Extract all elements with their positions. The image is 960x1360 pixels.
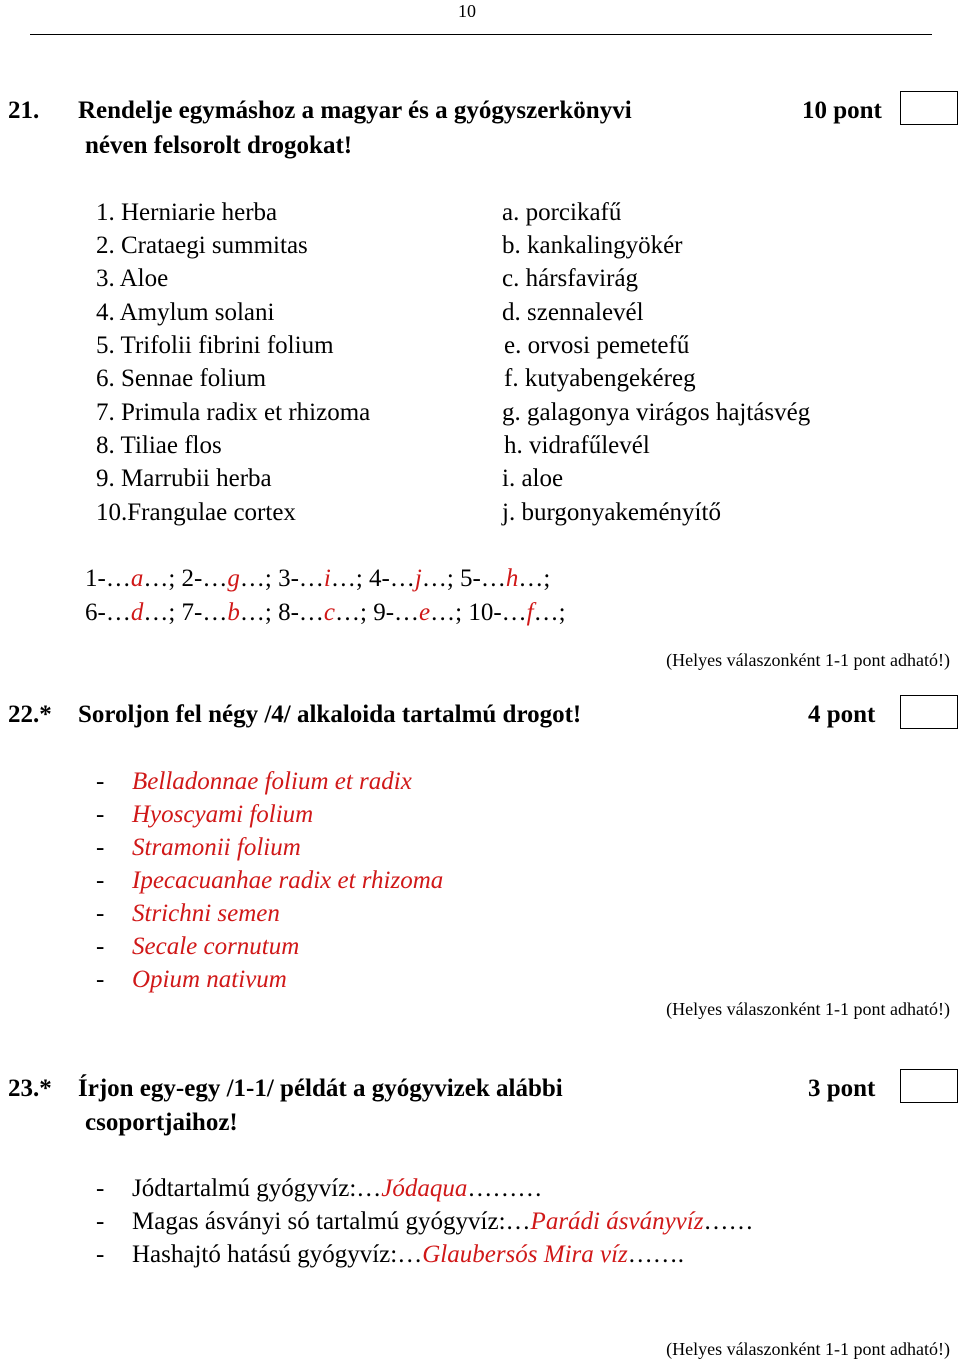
- item-label: Magas ásványi só tartalmú gyógyvíz:…: [132, 1208, 531, 1235]
- scoring-note: (Helyes válaszonként 1-1 pont adható!): [666, 650, 950, 670]
- right-item: f. kutyabengekéreg: [504, 365, 696, 392]
- answer-item: [96, 1176, 542, 1201]
- answer-prefix: 7-…: [181, 599, 228, 626]
- answer-value: Hyoscyami folium: [132, 801, 314, 828]
- answer-prefix: 5-…: [460, 565, 506, 592]
- answer-value: c: [323, 599, 335, 626]
- left-item: 1. Herniarie herba: [96, 199, 278, 226]
- answer-suffix: …;: [518, 565, 551, 592]
- answer-value: g: [227, 565, 240, 592]
- question-text-line1: Írjon egy-egy /1-1/ példát a gyógyvizek alábbi: [78, 1075, 563, 1102]
- answer-value: i: [323, 565, 331, 592]
- dash-bullet: -: [96, 966, 105, 993]
- answer-prefix: 2-…: [181, 565, 228, 592]
- answer-value: Opium nativum: [132, 966, 287, 993]
- score-box[interactable]: [900, 91, 958, 125]
- answer-value: Ipecacuanhae radix et rhizoma: [132, 867, 444, 894]
- answer-suffix: …;: [239, 565, 279, 592]
- answer-value: f: [526, 599, 534, 626]
- question-text-line2: csoportjaihoz!: [85, 1109, 238, 1136]
- points-label: 10 pont: [802, 97, 882, 124]
- right-item: e. orvosi pemetefű: [504, 332, 690, 359]
- answer-trail: ……: [703, 1208, 754, 1235]
- dash-bullet: -: [96, 900, 105, 927]
- question-number: 21.: [8, 97, 40, 124]
- answer-row-1: [85, 566, 550, 591]
- answer-suffix: …;: [421, 565, 461, 592]
- answer-item: [96, 934, 299, 959]
- points-label: 4 pont: [808, 701, 876, 728]
- score-box[interactable]: [900, 1069, 958, 1103]
- answer-item: [96, 967, 287, 992]
- scoring-note: (Helyes válaszonként 1-1 pont adható!): [666, 1339, 950, 1359]
- answer-item: [96, 1209, 753, 1234]
- left-item: 5. Trifolii fibrini folium: [96, 332, 334, 359]
- answer-value: b: [227, 599, 240, 626]
- answer-suffix: …;: [330, 565, 370, 592]
- answer-prefix: 8-…: [278, 599, 324, 626]
- left-item: 4. Amylum solani: [96, 299, 275, 326]
- answer-suffix: …;: [239, 599, 279, 626]
- answer-item: [96, 802, 313, 827]
- answer-item: [96, 1242, 684, 1267]
- answer-value: Parádi ásványvíz: [530, 1208, 704, 1235]
- answer-suffix: …;: [430, 599, 469, 626]
- answer-row-2: [85, 600, 566, 625]
- answer-item: [96, 901, 280, 926]
- answer-suffix: …;: [533, 599, 566, 626]
- right-item: j. burgonyakeményítő: [502, 499, 721, 526]
- answer-prefix: 6-…: [85, 599, 131, 626]
- answer-value: Stramonii folium: [132, 834, 301, 861]
- left-item: 3. Aloe: [96, 265, 169, 292]
- answer-value: d: [130, 599, 144, 626]
- points-label: 3 pont: [808, 1075, 876, 1102]
- answer-value: Jódaqua: [381, 1175, 468, 1202]
- answer-value: e: [419, 599, 431, 626]
- question-text-line1: Rendelje egymáshoz a magyar és a gyógyszerkönyvi: [78, 97, 632, 124]
- answer-value: Strichni semen: [132, 900, 280, 927]
- left-item: 8. Tiliae flos: [96, 432, 222, 459]
- answer-prefix: 3-…: [278, 565, 324, 592]
- answer-item: [96, 835, 301, 860]
- dash-bullet: -: [96, 1241, 105, 1268]
- answer-value: a: [130, 565, 144, 592]
- dash-bullet: -: [96, 867, 105, 894]
- answer-prefix: 1-…: [85, 565, 131, 592]
- answer-suffix: …;: [143, 565, 182, 592]
- answer-value: Secale cornutum: [132, 933, 300, 960]
- dash-bullet: -: [96, 1208, 105, 1235]
- question-number: 22.*: [8, 701, 52, 728]
- dash-bullet: -: [96, 933, 105, 960]
- scoring-note: (Helyes válaszonként 1-1 pont adható!): [666, 999, 950, 1019]
- left-item: 9. Marrubii herba: [96, 465, 272, 492]
- answer-value: Glaubersós Mira víz: [422, 1241, 628, 1268]
- right-item: g. galagonya virágos hajtásvég: [502, 399, 811, 426]
- left-item: 6. Sennae folium: [96, 365, 267, 392]
- right-item: d. szennalevél: [502, 299, 644, 326]
- answer-item: [96, 868, 443, 893]
- right-item: h. vidrafűlevél: [504, 432, 650, 459]
- answer-prefix: 10-…: [468, 599, 527, 626]
- question-text-line1: Soroljon fel négy /4/ alkaloida tartalmú drogot!: [78, 701, 582, 728]
- answer-trail: …….: [627, 1241, 685, 1268]
- right-item: i. aloe: [502, 465, 564, 492]
- answer-suffix: …;: [335, 599, 374, 626]
- dash-bullet: -: [96, 1175, 105, 1202]
- answer-trail: ………: [467, 1175, 543, 1202]
- dash-bullet: -: [96, 834, 105, 861]
- header-rule: [30, 34, 932, 35]
- right-item: b. kankalingyökér: [502, 232, 683, 259]
- score-box[interactable]: [900, 695, 958, 729]
- left-item: 7. Primula radix et rhizoma: [96, 399, 371, 426]
- left-item: 10.Frangulae cortex: [96, 499, 296, 526]
- answer-value: j: [414, 565, 422, 592]
- answer-suffix: …;: [143, 599, 182, 626]
- left-item: 2. Crataegi summitas: [96, 232, 308, 259]
- answer-value: Belladonnae folium et radix: [132, 768, 412, 795]
- answer-prefix: 4-…: [369, 565, 415, 592]
- answer-value: h: [505, 565, 519, 592]
- answer-prefix: 9-…: [373, 599, 420, 626]
- right-item: a. porcikafű: [502, 199, 622, 226]
- item-label: Jódtartalmú gyógyvíz:…: [132, 1175, 382, 1202]
- question-text-line2: néven felsorolt drogokat!: [85, 132, 353, 159]
- answer-item: [96, 769, 412, 794]
- right-item: c. hársfavirág: [502, 265, 639, 292]
- dash-bullet: -: [96, 768, 105, 795]
- page-number: 10: [458, 1, 476, 21]
- item-label: Hashajtó hatású gyógyvíz:…: [132, 1241, 423, 1268]
- dash-bullet: -: [96, 801, 105, 828]
- question-number: 23.*: [8, 1075, 52, 1102]
